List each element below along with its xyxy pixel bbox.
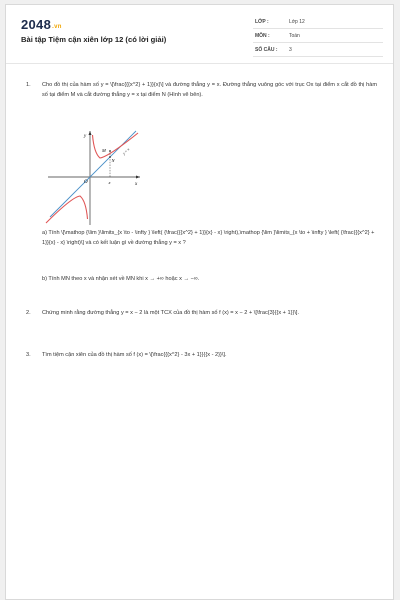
question-text: Cho đồ thị của hàm số y = \[\frac{{{x^2} + 1}}{x}\] và đường thẳng y = x. Đường thẳng vuông góc với trục Ox tại điểm x cắt đồ thị hàm số tại điểm M và cắt đường thẳng y = x tại điểm N (Hình vẽ bên). bbox=[42, 82, 377, 98]
point-m-dot bbox=[109, 150, 111, 152]
meta-row-subject bbox=[253, 31, 383, 43]
y-axis-label: y bbox=[84, 134, 87, 139]
x-tick-label: x bbox=[108, 180, 111, 185]
header-divider bbox=[6, 63, 393, 64]
logo-main: 2048 bbox=[21, 17, 52, 32]
question-number: 2. bbox=[26, 310, 31, 316]
meta-label: SỐ CÂU : bbox=[255, 47, 278, 53]
y-axis-arrow bbox=[89, 131, 92, 135]
curve-right-branch bbox=[93, 133, 139, 158]
question-1-part-b: b) Tính MN theo x và nhận xét về MN khi x → +∞ hoặc x → −∞. bbox=[42, 276, 200, 282]
meta-row-question-count bbox=[253, 45, 383, 57]
x-axis-label: x bbox=[135, 182, 138, 187]
logo-tld: .vn bbox=[52, 24, 62, 30]
question-1-part-a: a) Tính \[\mathop {\lim }\limits_{x \to - \infty } \left( {\frac{{{x^2} + 1}}{x} - x} \right),\mathop {\lim }\limits_{x \to + \infty } \left( {\frac{{{x^2} + 1}}{x} - x} \right)\] và có kết luận gì về đường thẳng y = x ? bbox=[42, 230, 375, 246]
function-graph-figure bbox=[44, 125, 144, 227]
origin-label: O bbox=[84, 180, 88, 185]
worksheet-page bbox=[5, 4, 394, 600]
point-m-label: M bbox=[102, 148, 106, 153]
point-n-label: N bbox=[111, 158, 115, 163]
x-axis-arrow bbox=[136, 176, 140, 179]
meta-value: 3 bbox=[289, 47, 292, 53]
question-text: Chứng minh rằng đường thẳng y = x − 2 là một TCX của đồ thị hàm số f (x) = x − 2 + \[\frac{3}{{x + 1}}\]. bbox=[42, 310, 300, 316]
meta-value: Toán bbox=[289, 33, 300, 39]
document-title: Bài tập Tiệm cận xiên lớp 12 (có lời giải) bbox=[21, 35, 167, 44]
meta-value: Lớp 12 bbox=[289, 19, 305, 25]
site-logo[interactable] bbox=[21, 17, 62, 32]
meta-label: LỚP : bbox=[255, 19, 269, 25]
question-number: 1. bbox=[26, 82, 31, 88]
meta-row-class bbox=[253, 17, 383, 29]
meta-label: MÔN : bbox=[255, 33, 270, 39]
question-text: Tìm tiệm cận xiên của đồ thị hàm số f (x) = \[\frac{{{x^2} - 3x + 1}}{{x - 2}}\]. bbox=[42, 352, 227, 358]
question-number: 3. bbox=[26, 352, 31, 358]
line-y-equals-x-label: y = x bbox=[121, 147, 131, 156]
